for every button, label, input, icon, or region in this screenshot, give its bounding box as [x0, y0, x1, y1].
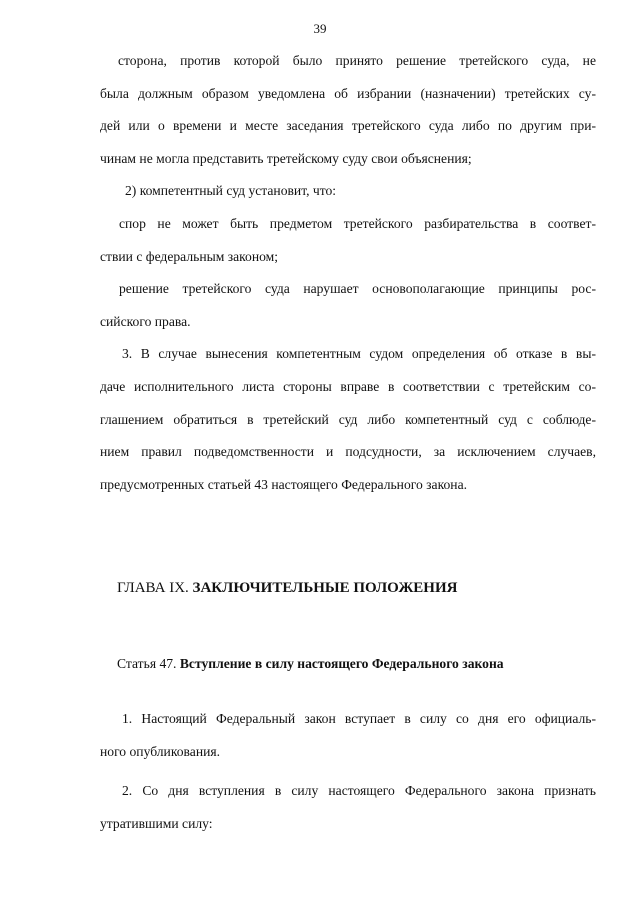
article-heading: [117, 654, 504, 674]
paragraph-competent-court: [100, 175, 596, 208]
text-line: 1. Настоящий Федеральный закон вступает в силу со дня его официаль-: [122, 711, 596, 726]
text-line: 2) компетентный суд установит, что:: [125, 183, 337, 199]
text-line: глашением обратиться в третейский суд либо компетентный суд с соблюде-: [100, 411, 596, 427]
text-line: дей или о времени и месте заседания третейского суда либо по другим при-: [100, 118, 596, 134]
page-number: 39: [313, 21, 327, 36]
chapter-heading: [117, 577, 457, 599]
paragraph-objection-party: [100, 45, 596, 175]
text-line: сийского права.: [100, 313, 191, 329]
paragraph-dispute-not-arbitrable: [100, 208, 596, 273]
text-line: ствии с федеральным законом;: [100, 248, 279, 264]
article-title: Вступление в силу настоящего Федерального закона: [179, 656, 504, 671]
paragraph-repealed-acts: [100, 775, 596, 840]
paragraph-violates-principles: [100, 273, 596, 338]
text-line: даче исполнительного листа стороны вправе в соответствии с третейским со-: [100, 378, 596, 394]
text-line: была должным образом уведомлена об избрании (назначении) третейских су-: [100, 85, 596, 101]
text-line: 3. В случае вынесения компетентным судом определения об отказе в вы-: [122, 346, 596, 362]
text-line: утратившими силу:: [100, 815, 213, 831]
paragraph-entry-into-force: [100, 703, 596, 768]
article-prefix: Статья 47.: [117, 656, 180, 671]
article-body-block: [100, 703, 596, 840]
text-line: решение третейского суда нарушает основополагающие принципы рос-: [119, 281, 596, 297]
chapter-prefix: ГЛАВА IX.: [117, 580, 193, 596]
text-line: сторона, против которой было принято решение третейского суда, не: [118, 53, 596, 68]
text-line: спор не может быть предметом третейского разбирательства в соответ-: [119, 215, 596, 231]
chapter-title: ЗАКЛЮЧИТЕЛЬНЫЕ ПОЛОЖЕНИЯ: [192, 580, 458, 596]
body-text-block: [100, 45, 596, 501]
text-line: 2. Со дня вступления в силу настоящего Федерального закона признать: [122, 783, 596, 799]
text-line: ного опубликования.: [100, 743, 221, 759]
paragraph-refusal-of-writ: [100, 338, 596, 501]
text-line: предусмотренных статьей 43 настоящего Федерального закона.: [100, 476, 467, 492]
text-line: нием правил подведомственности и подсудности, за исключением случаев,: [100, 444, 596, 460]
text-line: чинам не могла представить третейскому суду свои объяснения;: [100, 150, 472, 166]
